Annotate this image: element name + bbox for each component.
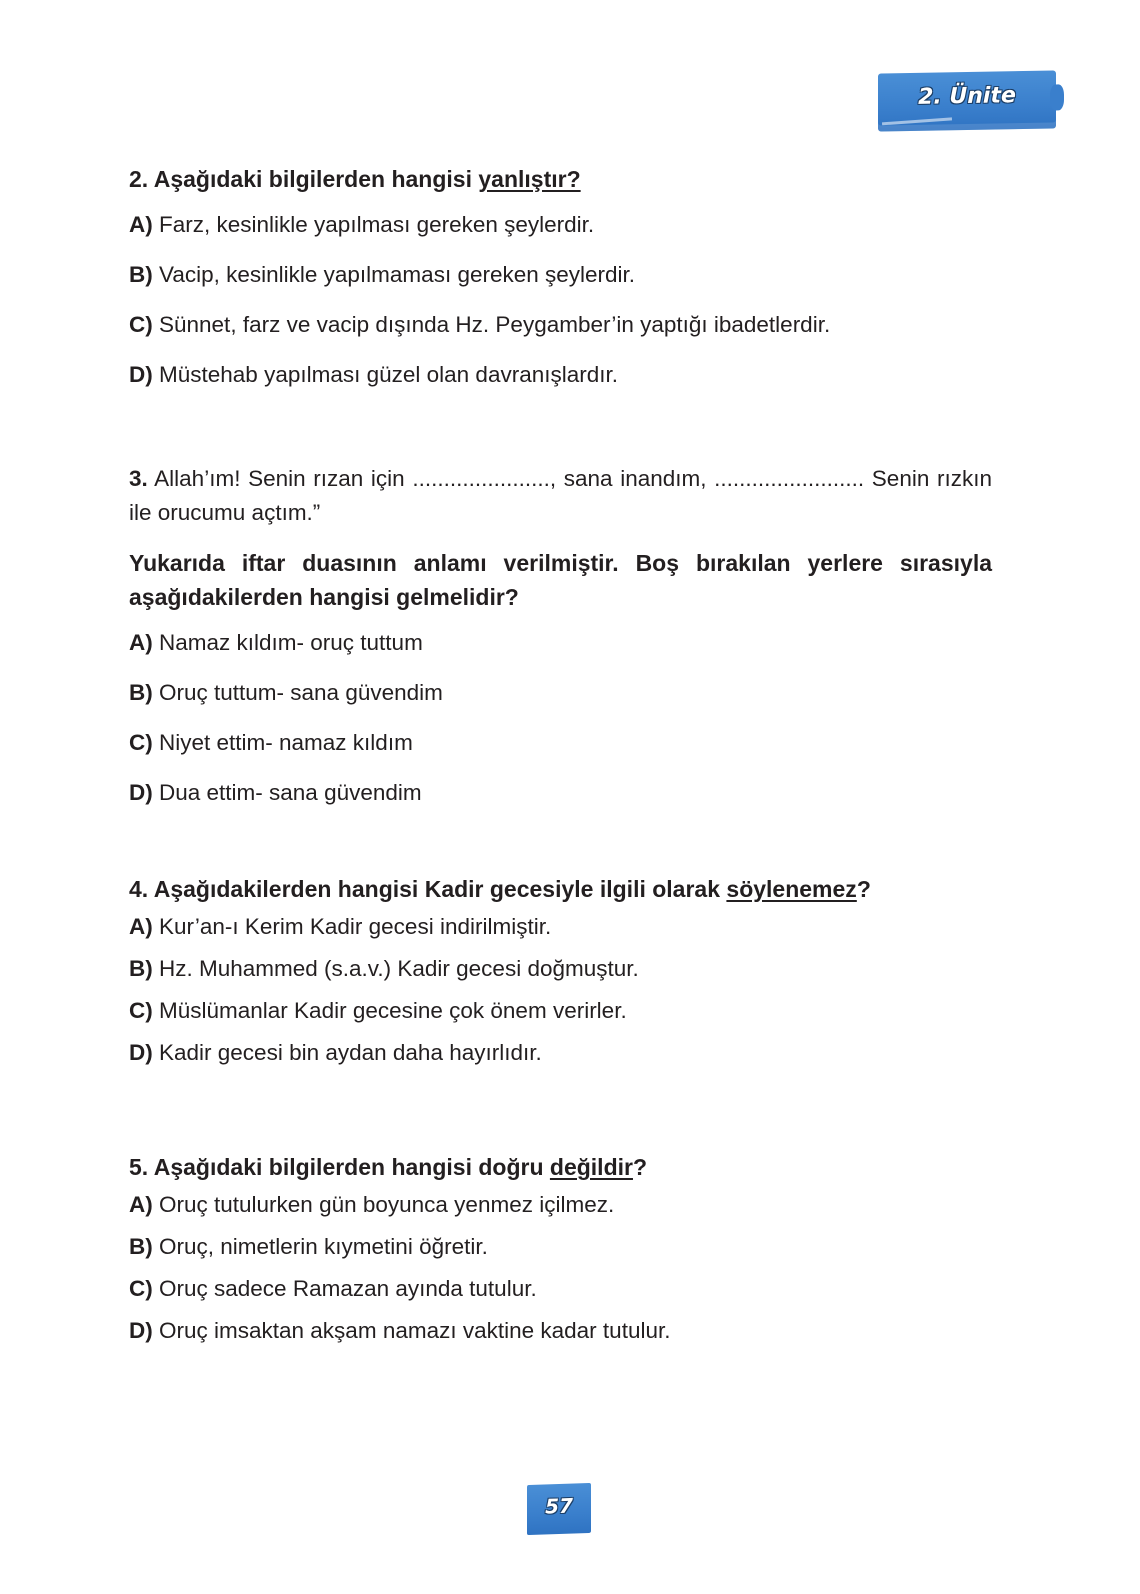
question-3-title: Yukarıda iftar duasının anlamı verilmiştir. Boş bırakılan yerlere sırasıyla aşağıdakilerden hangisi gelmelidir?	[129, 550, 992, 610]
question-2-title: 2. Aşağıdaki bilgilerden hangisi yanlıştır?	[129, 166, 581, 192]
question-4	[129, 872, 992, 1066]
option-b[interactable]: B) Oruç tuttum- sana güvendim	[129, 680, 443, 705]
emphasis-word: söylenemez	[726, 876, 857, 902]
option-c[interactable]: C) Niyet ettim- namaz kıldım	[129, 730, 413, 755]
option-d[interactable]: D) Müstehab yapılması güzel olan davranışlardır.	[129, 362, 618, 387]
option-b[interactable]: B) Oruç, nimetlerin kıymetini öğretir.	[129, 1234, 488, 1259]
page-number-badge	[527, 1483, 591, 1535]
option-a[interactable]: A) Farz, kesinlikle yapılması gereken şeylerdir.	[129, 212, 595, 237]
emphasis-word: yanlıştır?	[478, 166, 581, 192]
unit-label: 2. Ünite	[918, 83, 1016, 110]
question-5-title: 5. Aşağıdaki bilgilerden hangisi doğru değildir?	[129, 1154, 648, 1180]
option-d[interactable]: D) Kadir gecesi bin aydan daha hayırlıdır.	[129, 1040, 542, 1065]
page-number: 57	[545, 1493, 573, 1519]
option-c[interactable]: C) Oruç sadece Ramazan ayında tutulur.	[129, 1276, 537, 1301]
question-5	[129, 1150, 992, 1344]
option-c[interactable]: C) Sünnet, farz ve vacip dışında Hz. Peygamber’in yaptığı ibadetlerdir.	[129, 312, 831, 337]
question-2	[129, 162, 992, 388]
option-a[interactable]: A) Kur’an-ı Kerim Kadir gecesi indirilmiştir.	[129, 914, 552, 939]
option-d[interactable]: D) Dua ettim- sana güvendim	[129, 780, 422, 805]
option-b[interactable]: B) Vacip, kesinlikle yapılmaması gereken şeylerdir.	[129, 262, 636, 287]
option-b[interactable]: B) Hz. Muhammed (s.a.v.) Kadir gecesi doğmuştur.	[129, 956, 639, 981]
question-3	[129, 462, 992, 806]
option-a[interactable]: A) Namaz kıldım- oruç tuttum	[129, 630, 423, 655]
emphasis-word: değildir	[549, 1154, 633, 1180]
unit-badge	[878, 70, 1056, 131]
question-4-title: 4. Aşağıdakilerden hangisi Kadir gecesiyle ilgili olarak söylenemez?	[129, 876, 871, 902]
option-c[interactable]: C) Müslümanlar Kadir gecesine çok önem verirler.	[129, 998, 627, 1023]
brush-streak-decoration	[882, 117, 952, 125]
option-a[interactable]: A) Oruç tutulurken gün boyunca yenmez içilmez.	[129, 1192, 615, 1217]
option-d[interactable]: D) Oruç imsaktan akşam namazı vaktine kadar tutulur.	[129, 1318, 671, 1343]
question-3-stem: 3. Allah’ım! Senin rızan için ......................, sana inandım, ........................ Senin rızkın ile orucumu açtım.”	[129, 466, 992, 525]
